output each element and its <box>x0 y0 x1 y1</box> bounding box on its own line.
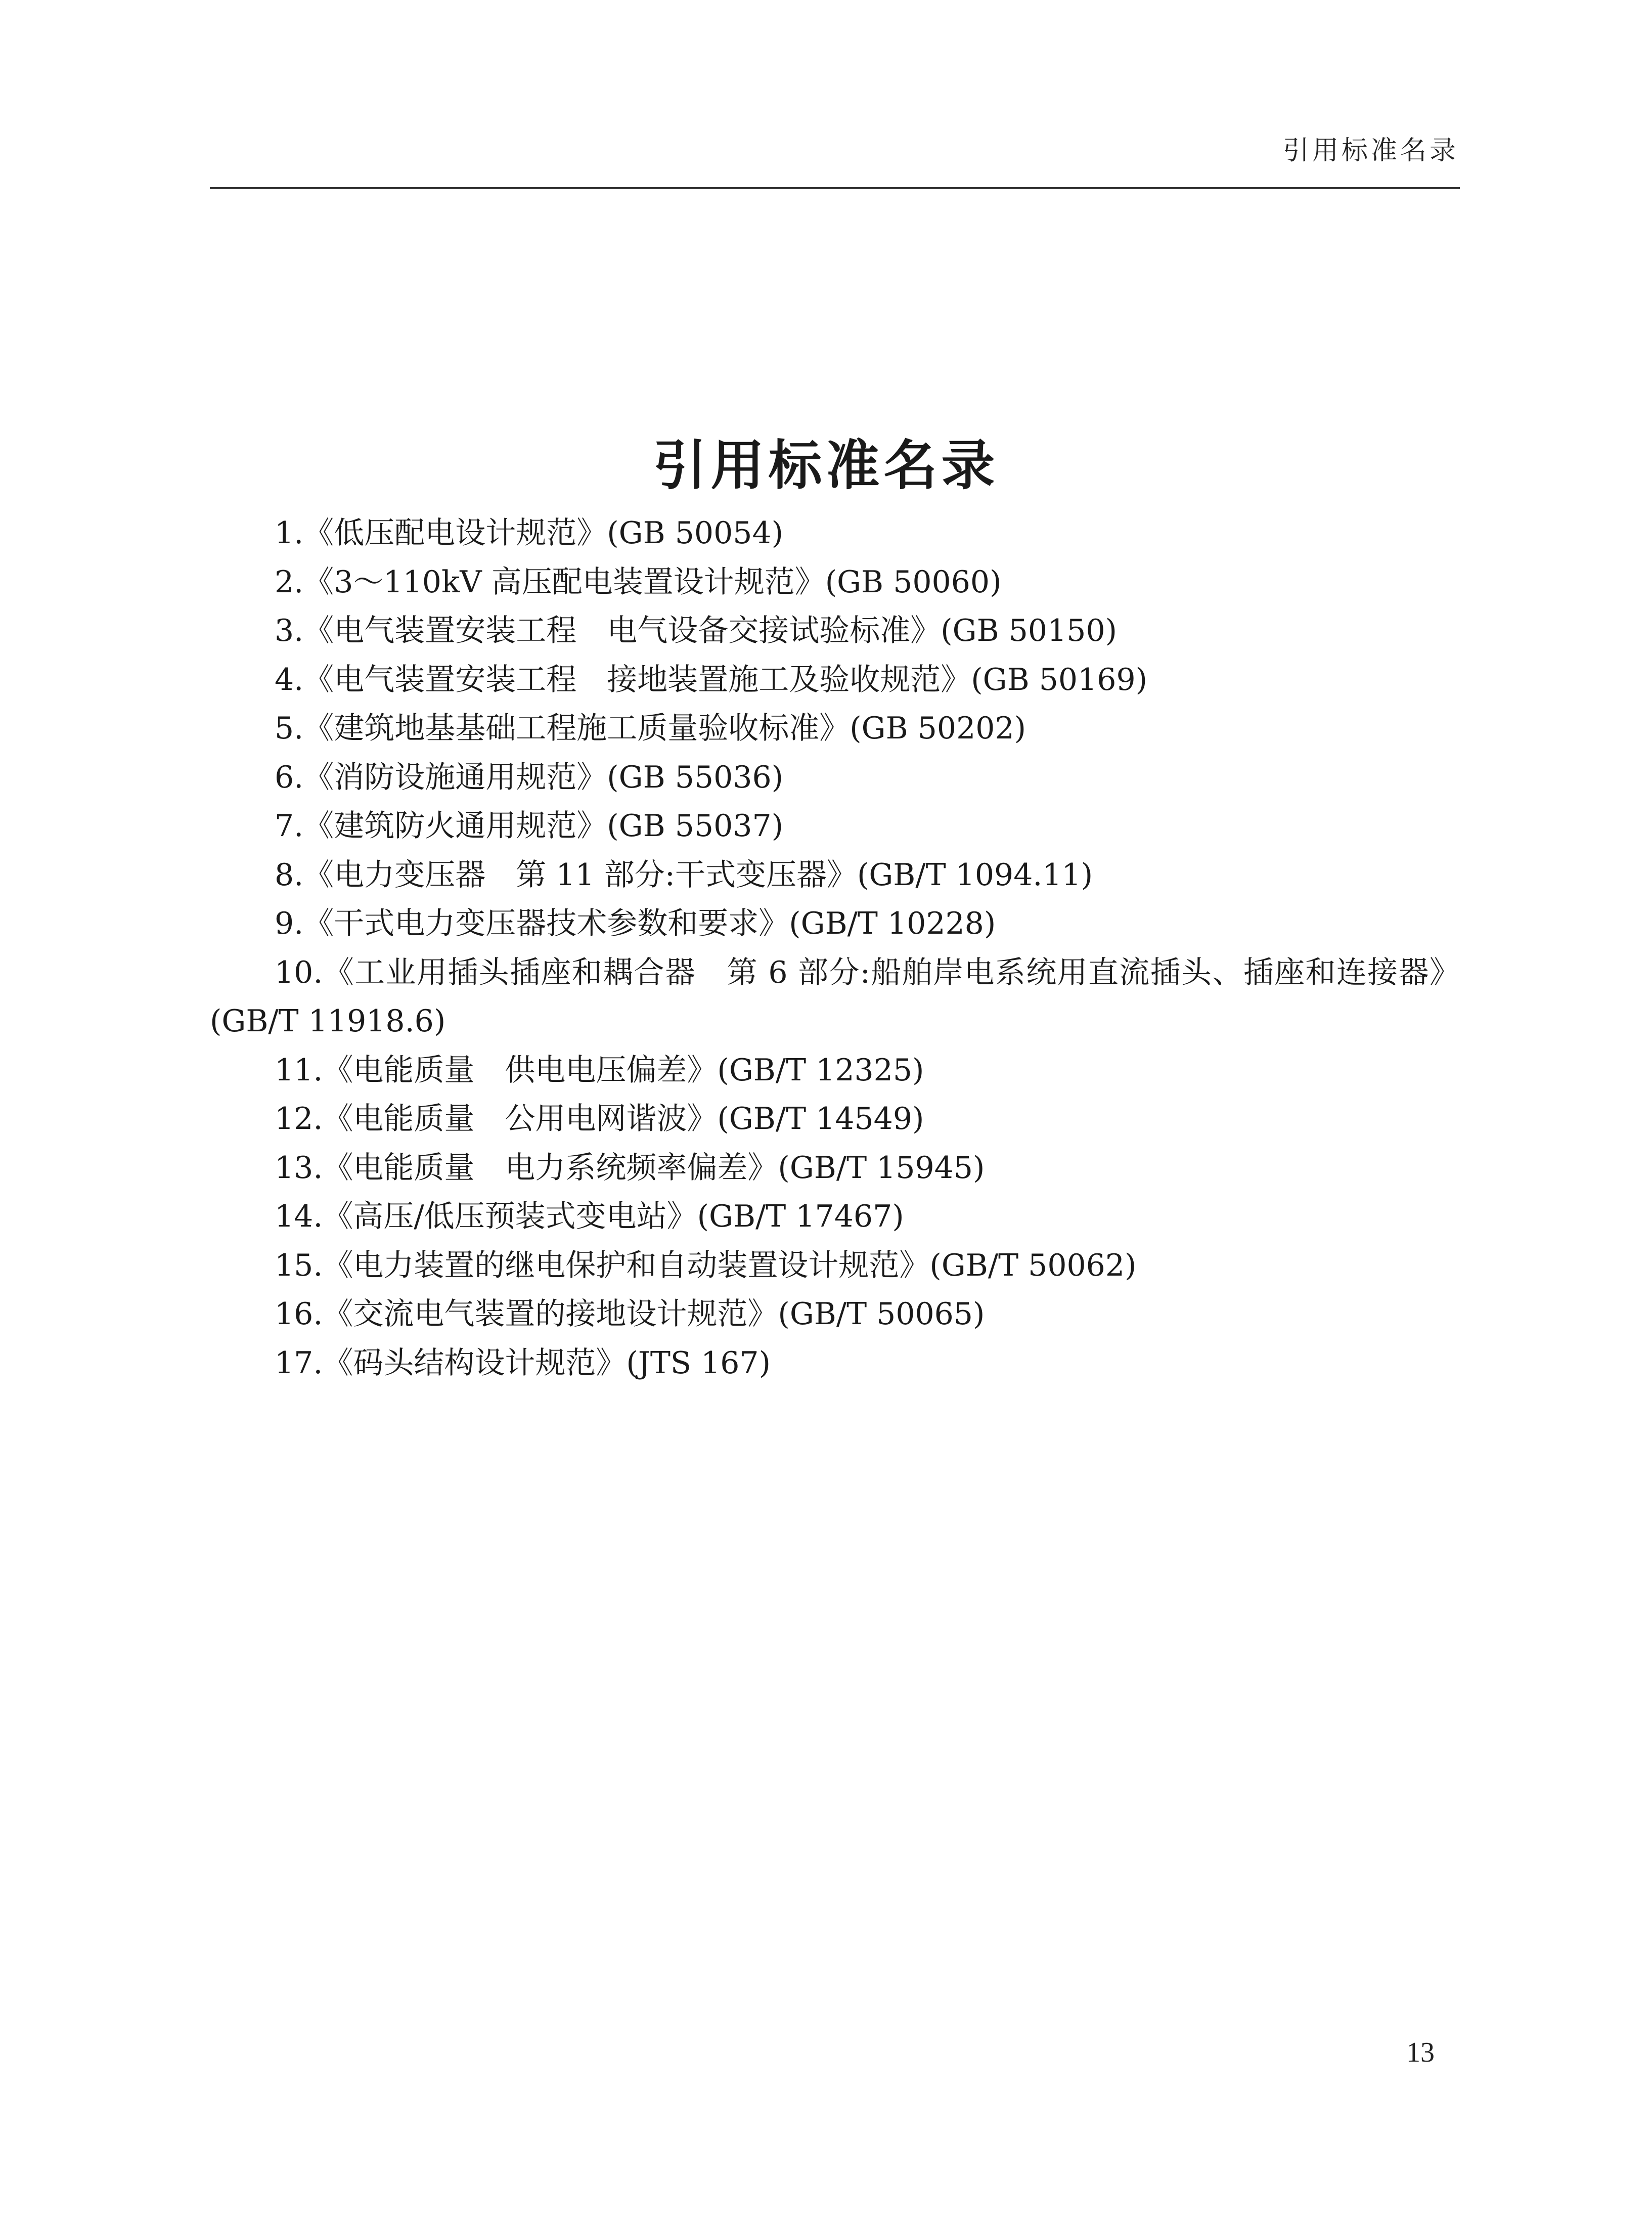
page-title: 引用标准名录 <box>653 433 999 497</box>
reference-item: 5.《建筑地基基础工程施工质量验收标准》(GB 50202) <box>275 711 1026 746</box>
reference-item: 14.《高压/低压预装式变电站》(GB/T 17467) <box>275 1199 904 1234</box>
reference-item: 17.《码头结构设计规范》(JTS 167) <box>275 1345 771 1381</box>
reference-item: 3.《电气装置安装工程 电气设备交接试验标准》(GB 50150) <box>275 613 1118 648</box>
reference-item: 2.《3～110kV 高压配电装置设计规范》(GB 50060) <box>275 564 1002 600</box>
reference-item: 16.《交流电气装置的接地设计规范》(GB/T 50065) <box>275 1296 985 1332</box>
header-rule <box>210 187 1460 189</box>
reference-item: 13.《电能质量 电力系统频率偏差》(GB/T 15945) <box>275 1150 985 1186</box>
reference-item: 4.《电气装置安装工程 接地装置施工及验收规范》(GB 50169) <box>275 662 1148 697</box>
reference-item: 12.《电能质量 公用电网谐波》(GB/T 14549) <box>275 1101 924 1137</box>
reference-item: 10.《工业用插头插座和耦合器 第 6 部分:船舶岸电系统用直流插头、插座和连接器》(GB/T 11918.6) <box>210 954 1460 1039</box>
reference-item: 6.《消防设施通用规范》(GB 55036) <box>275 759 784 795</box>
reference-list <box>210 509 1460 1387</box>
running-header-title: 引用标准名录 <box>1282 136 1459 166</box>
reference-item: 15.《电力装置的继电保护和自动装置设计规范》(GB/T 50062) <box>275 1247 1137 1283</box>
page-number: 13 <box>1406 2037 1435 2068</box>
reference-item: 9.《干式电力变压器技术参数和要求》(GB/T 10228) <box>275 906 996 941</box>
reference-item: 7.《建筑防火通用规范》(GB 55037) <box>275 808 784 844</box>
reference-item: 11.《电能质量 供电电压偏差》(GB/T 12325) <box>275 1052 924 1088</box>
reference-item: 8.《电力变压器 第 11 部分:干式变压器》(GB/T 1094.11) <box>275 857 1093 893</box>
reference-item: 1.《低压配电设计规范》(GB 50054) <box>275 515 784 551</box>
